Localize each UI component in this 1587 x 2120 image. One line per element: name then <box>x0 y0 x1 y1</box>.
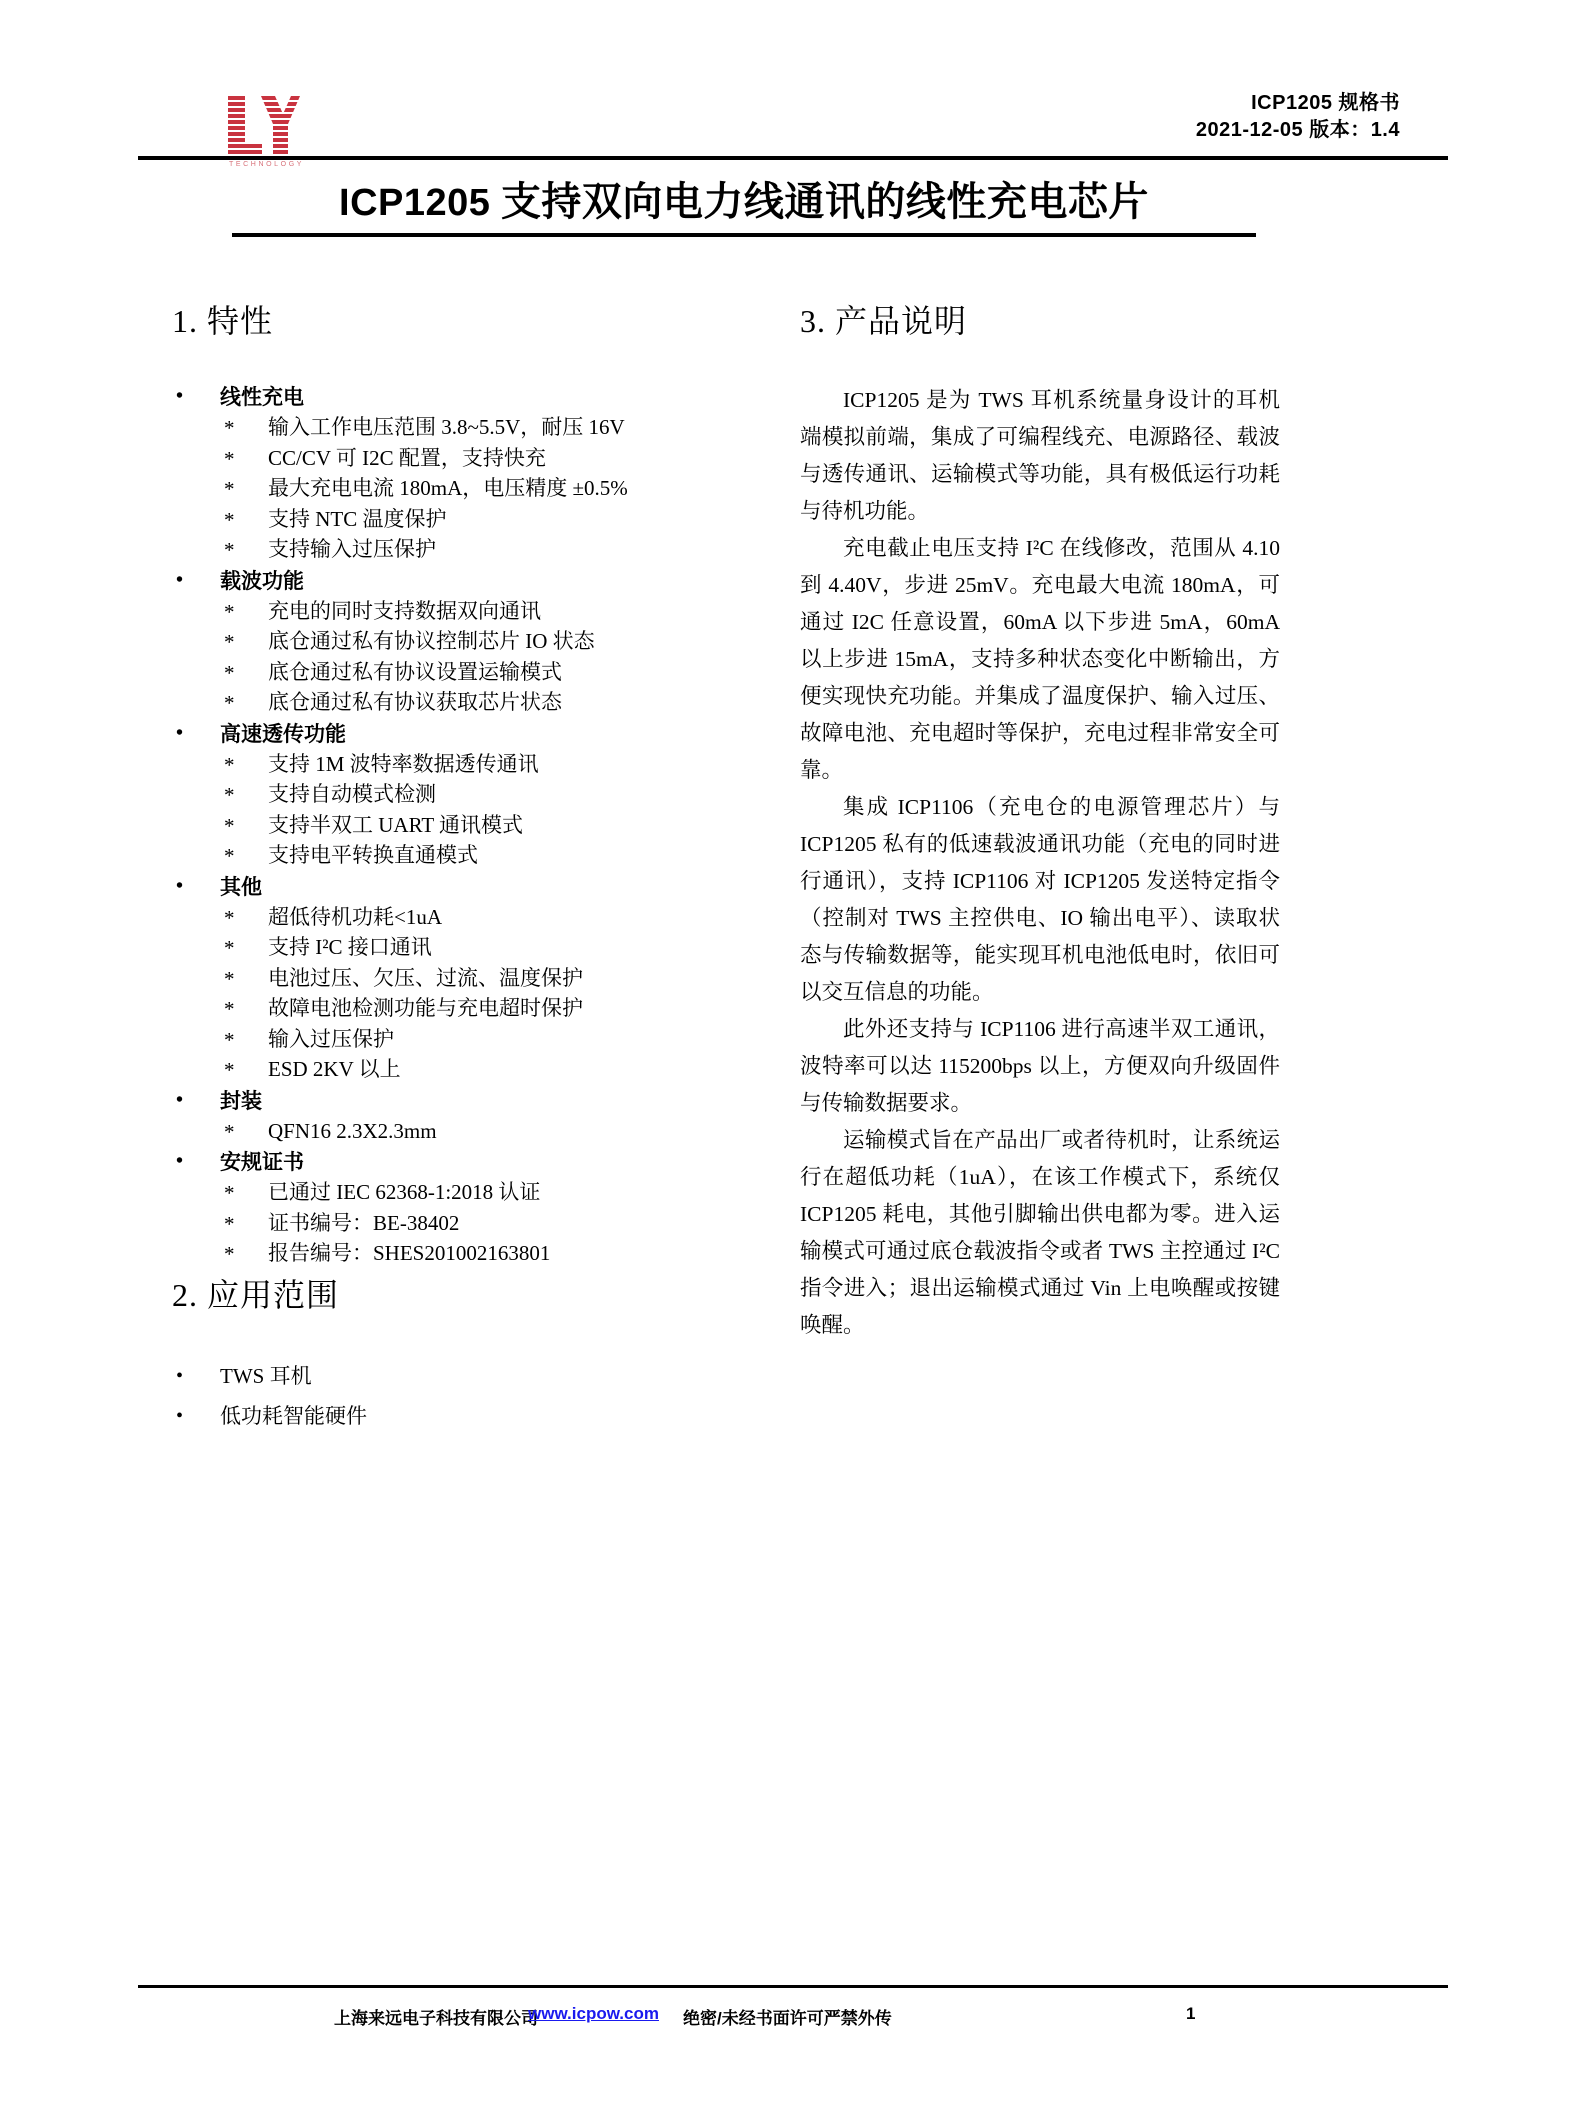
feature-item: * 支持 I²C 接口通讯 <box>220 932 642 963</box>
feature-item: * 故障电池检测功能与充电超时保护 <box>220 993 642 1024</box>
header-doc-ref: ICP1205 规格书 <box>1251 92 1400 114</box>
feature-item: * 支持 NTC 温度保护 <box>220 504 642 535</box>
feature-sublist <box>220 902 642 1085</box>
footer-divider <box>138 1985 1448 1988</box>
feature-group-label: 线性充电 <box>220 385 304 409</box>
feature-item: * 底仓通过私有协议控制芯片 IO 状态 <box>220 626 642 657</box>
description-heading-text: 产品说明 <box>826 303 968 339</box>
header-doc-date-version: 2021-12-05 版本：1.4 <box>1195 119 1400 141</box>
description-paragraph: ICP1205 是为 TWS 耳机系统量身设计的耳机端模拟前端，集成了可编程线充、电源路径、载波与透传通讯、运输模式等功能，具有极低运行功耗与待机功能。 <box>800 388 1280 523</box>
features-heading <box>172 296 642 342</box>
feature-group <box>172 1147 642 1269</box>
header-divider <box>138 156 1448 160</box>
feature-group-label: 高速透传功能 <box>220 721 346 746</box>
left-column <box>172 296 642 1436</box>
feature-item: * 底仓通过私有协议设置运输模式 <box>220 657 642 688</box>
application-item: • TWS 耳机 <box>172 1356 642 1396</box>
feature-group <box>172 872 642 1085</box>
feature-item: * QFN16 2.3X2.3mm <box>220 1116 642 1147</box>
applications-heading-text: 应用范围 <box>198 1276 340 1313</box>
feature-item: * 充电的同时支持数据双向通讯 <box>220 596 642 627</box>
feature-item: * 底仓通过私有协议获取芯片状态 <box>220 687 642 718</box>
feature-item: * 支持电平转换直通模式 <box>220 840 642 871</box>
application-item: • 低功耗智能硬件 <box>172 1396 642 1436</box>
page-header <box>138 78 1448 168</box>
feature-item: * 电池过压、欠压、过流、温度保护 <box>220 963 642 994</box>
footer-confidentiality-notice: 绝密/未经书面许可严禁外传 <box>683 2009 892 2028</box>
feature-sublist <box>220 1177 642 1269</box>
feature-item: * 支持半双工 UART 通讯模式 <box>220 810 642 841</box>
applications-heading <box>172 1270 642 1316</box>
description-paragraph: 运输模式旨在产品出厂或者待机时，让系统运行在超低功耗（1uA），在该工作模式下，系统仅 ICP1205 耗电，其他引脚输出供电都为零。进入运输模式可通过底仓载波指令或者 TWS 主控通过 I²C 指令进入；退出运输模式通过 Vin 上电唤醒或按键唤醒。 <box>800 1128 1280 1337</box>
right-column <box>800 296 1280 1344</box>
feature-item: * 支持自动模式检测 <box>220 779 642 810</box>
description-paragraph: 集成 ICP1106（充电仓的电源管理芯片）与 ICP1205 私有的低速载波通讯功能（充电的同时进行通讯），支持 ICP1106 对 ICP1205 发送特定指令（控制对 TWS 主控供电、IO 输出电平）、读取状态与传输数据等，能实现耳机电池低电时，依旧可以交互信息的功能。 <box>800 795 1280 1004</box>
feature-group <box>172 566 642 718</box>
page-title <box>232 170 1256 237</box>
logo-wordmark: TECHNOLOGY <box>229 161 305 168</box>
footer-website-link[interactable]: www.icpow.com <box>528 2004 659 2023</box>
feature-item: * CC/CV 可 I2C 配置，支持快充 <box>220 443 642 474</box>
footer-page-number: 1 <box>1186 2004 1196 2023</box>
ly-logo-icon <box>228 96 300 159</box>
feature-item: * 已通过 IEC 62368-1:2018 认证 <box>220 1177 642 1208</box>
feature-group-label: 封装 <box>220 1088 262 1113</box>
feature-item: * 输入过压保护 <box>220 1024 642 1055</box>
footer-company: 上海来远电子科技有限公司 <box>334 2009 538 2028</box>
feature-group-label: 安规证书 <box>220 1150 304 1174</box>
feature-item: * 支持输入过压保护 <box>220 534 642 565</box>
applications-heading-number: 2. <box>172 1276 198 1313</box>
feature-item: * 最大充电电流 180mA，电压精度 ±0.5% <box>220 473 642 504</box>
features-heading-number: 1. <box>172 303 198 339</box>
feature-sublist <box>220 1116 642 1147</box>
feature-group <box>172 719 642 871</box>
feature-item: * 输入工作电压范围 3.8~5.5V，耐压 16V <box>220 412 642 443</box>
feature-sublist <box>220 412 642 565</box>
feature-group-label: 载波功能 <box>220 568 304 593</box>
title-part-name: 支持双向电力线通讯的线性充电芯片 <box>490 179 1149 224</box>
description-heading <box>800 296 1280 342</box>
feature-item: * 证书编号：BE-38402 <box>220 1208 642 1239</box>
feature-item: * ESD 2KV 以上 <box>220 1054 642 1085</box>
feature-group <box>172 382 642 565</box>
page-footer <box>138 1998 1448 2038</box>
feature-group <box>172 1086 642 1147</box>
features-list <box>172 382 642 1269</box>
title-part-code: ICP1205 <box>339 182 491 224</box>
header-document-info <box>1196 90 1400 144</box>
applications-list <box>172 1356 642 1436</box>
description-heading-number: 3. <box>800 303 826 339</box>
feature-sublist <box>220 749 642 871</box>
feature-item: * 报告编号：SHES201002163801 <box>220 1238 642 1269</box>
features-heading-text: 特性 <box>198 303 274 339</box>
feature-item: * 超低待机功耗<1uA <box>220 902 642 933</box>
feature-sublist <box>220 596 642 718</box>
description-paragraph: 充电截止电压支持 I²C 在线修改，范围从 4.10 到 4.40V，步进 25mV。充电最大电流 180mA，可通过 I2C 任意设置，60mA 以下步进 5mA，60mA 以上步进 15mA，支持多种状态变化中断输出，方便实现快充功能。并集成了温度保护、输入过压、故障电池、充电超时等保护，充电过程非常安全可靠。 <box>800 536 1280 782</box>
feature-group-label: 其他 <box>220 874 262 899</box>
feature-item: * 支持 1M 波特率数据透传通讯 <box>220 749 642 780</box>
description-paragraph: 此外还支持与 ICP1106 进行高速半双工通讯，波特率可以达 115200bps 以上，方便双向升级固件与传输数据要求。 <box>800 1017 1280 1115</box>
